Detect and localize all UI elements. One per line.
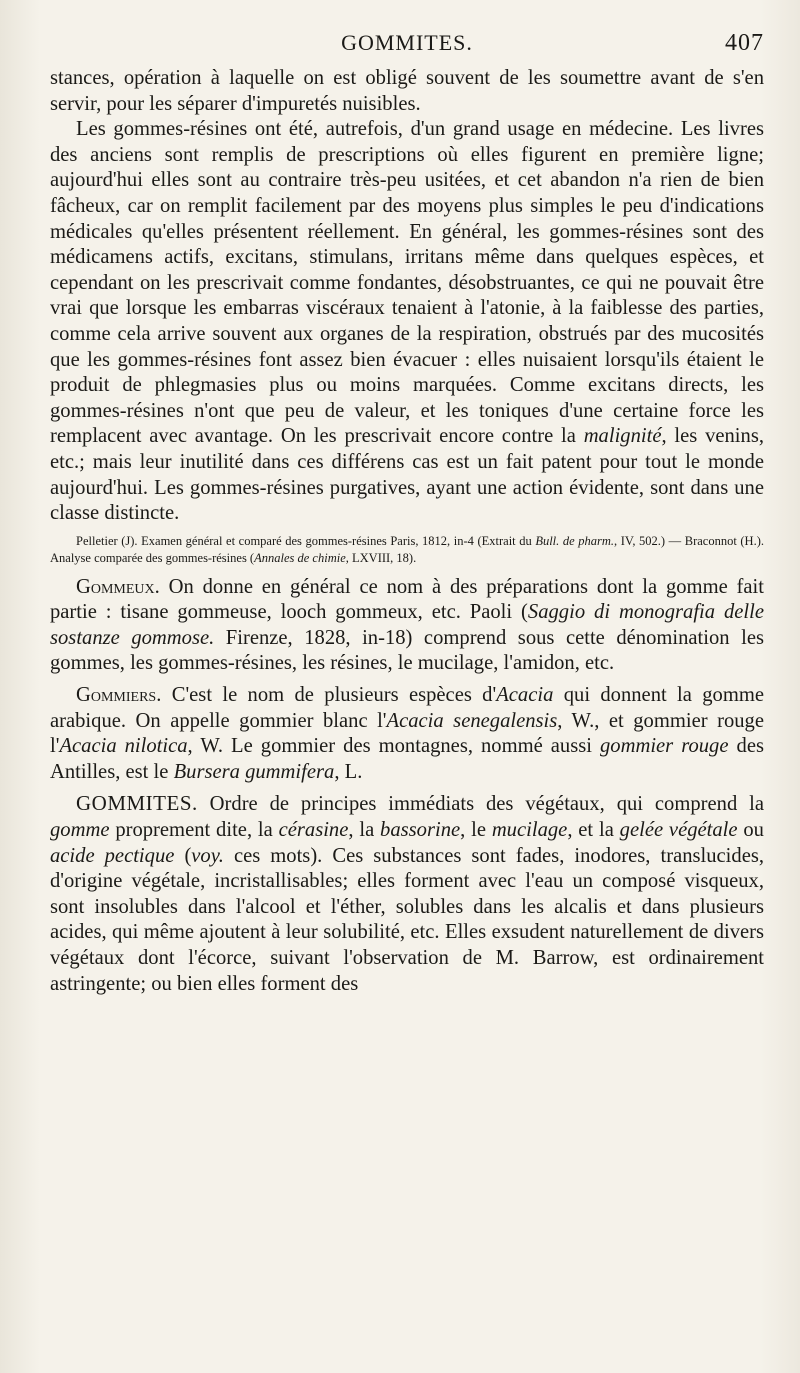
entry-text: , le [460,819,486,842]
italic-term: gommier rouge [599,735,729,758]
entry-text: , L. [334,760,363,783]
italic-term: gomme [50,819,110,842]
italic-title: Saggio di monografia delle sostanze gommose. [50,601,764,649]
entry-gommites [50,791,764,997]
body-text [50,66,764,997]
running-head-title: GOMMITES. [341,30,473,55]
italic-term: gelée végétale [619,819,738,842]
entry-text: Firenze, 1828, in-18) comprend sous cette dénomination les gommes, les gommes-résines, les résines, le mucilage, l'amidon, etc. [50,626,764,675]
reference-journal: Bull. de pharm. [535,533,615,548]
paragraph-text: , les venins, etc.; mais leur inutilité dans ces différens cas est un fait patent pour tout le monde aujourd'hui. Les gommes-résines purgatives, ayant une action évidente, sont dans une classe distincte. [50,425,764,525]
entry-text: , W. Le gommier des montagnes, nommé aussi [187,735,592,758]
italic-term: mucilage [491,819,568,842]
italic-term: malignité [583,425,662,448]
paragraph-continuation: stances, opération à laquelle on est obligé souvent de les soumettre avant de s'en servir, pour les séparer d'impuretés nuisibles. [50,67,764,115]
italic-term: Acacia senegalensis [386,709,558,732]
italic-term: Acacia [496,684,554,707]
entry-text: ( [184,844,192,867]
bibliographic-references [50,533,764,567]
page-number: 407 [725,30,764,56]
entry-text: , et la [567,819,614,842]
reference-text: , LXVIII, 18). [345,550,417,565]
italic-term: bassorine [380,819,461,842]
italic-term: voy. [191,844,224,867]
entry-text: proprement dite, la [115,819,273,842]
entry-text: , W., et gommier rouge l' [50,709,764,758]
paragraph-text: Les gommes-résines ont été, autrefois, d'un grand usage en médecine. Les livres des anciens sont remplis de prescriptions où elles figurent en première ligne; aujourd'hui elles sont au contraire très-peu usitées, et cet abandon n'a rien de bien fâcheux, car on remplit facilement par des moyens plus simples le peu d'indications médicales qu'elles présentent réellement. En général, les gommes-résines sont des médicamens actifs, excitans, stimulans, irritans même dans quelques espèces, et cependant on les prescrivait comme fondantes, désobstruantes, ce qui ne pouvait être vrai que lorsque les embarras viscéraux tenaient à l'atonie, à la faiblesse des parties, comme cela arrive souvent aux organes de la respiration, obstrués par des mucosités que les gommes-résines font assez bien évacuer : elles nuisaient lorsqu'ils étaient le produit de phlegmasies plus ou moins marquées. Comme excitans directs, les gommes-résines n'ont que peu de valeur, et les toniques d'une certaine force les remplacent avec avantage. On les prescrivait encore contre la [50,118,764,448]
entry-gommiers [50,683,764,785]
entry-text: des Antilles, est le [50,735,764,783]
entry-text: ou [743,819,764,842]
italic-term: Bursera gummifera [173,760,335,783]
paragraph-gommes-resines [50,117,764,527]
entry-text: qui donnent la gomme arabique. On appelle gommier blanc l' [50,684,765,732]
reference-text: , IV, 502.) — Braconnot (H.). Analyse comparée des gommes-résines ( [50,533,764,565]
entry-text: , la [348,819,375,842]
entry-text: C'est le nom de plusieurs espèces d' [171,684,497,707]
reference-text: Pelletier (J). Examen général et comparé des gommes-résines Paris, 1812, in-4 (Extrait du [76,533,532,548]
entry-gommeux [50,575,764,677]
entry-headword: GOMMITES. [76,791,198,816]
entry-headword: Gommeux. [76,575,160,598]
entry-text: On donne en général ce nom à des préparations dont la gomme fait partie : tisane gommeuse, looch gommeux, etc. Paoli ( [50,575,764,624]
italic-term: cérasine [278,819,349,842]
reference-journal: Annales de chimie [254,550,346,565]
italic-term: Acacia nilotica [59,735,188,758]
italic-term: acide pectique [50,844,175,867]
running-head [50,30,764,66]
entry-text: ces mots). Ces substances sont fades, inodores, translucides, d'origine végétale, incristallisables; elles forment avec l'eau un composé visqueux, sont insolubles dans l'alcool et l'éther, solubles dans les alcalis et dans plusieurs acides, qui même ajoutent à leur solubilité, etc. Elles exsudent naturellement de divers végétaux dont l'écorce, suivant l'observation de M. Barrow, est ordinairement astringente; ou bien elles forment des [50,844,764,995]
entry-headword: Gommiers. [76,684,162,707]
entry-text: Ordre de principes immédiats des végétaux, qui comprend la [209,793,765,816]
